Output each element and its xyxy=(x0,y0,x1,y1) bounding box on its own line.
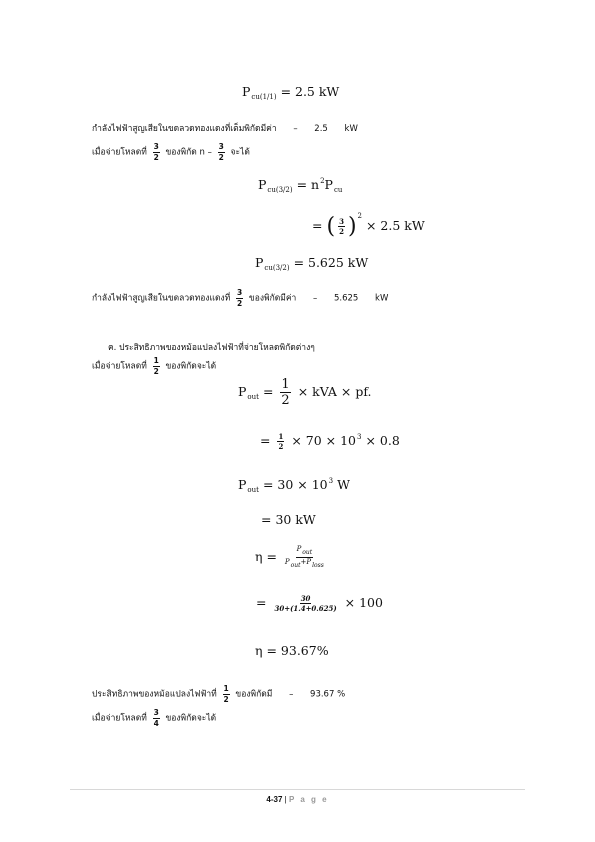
fraction: $\frac{1}{2}$ xyxy=(153,356,159,376)
text-line-load-3-4: เมื่อจ่ายโหลดที่ $\frac{3}{4}$ ของพิกัดจะได้ xyxy=(92,708,217,728)
fraction: $\frac{1}{2}$ xyxy=(223,684,229,704)
text-line-loss-3-2: กำลังไฟฟ้าสูญเสียในขดลวดทองแดงที่ $\frac{3}{2}$ ของพิกัดมีค่า – 5.625 kW xyxy=(92,288,389,308)
equation-pcu-n-squared: $P_{cu(3/2)} = n^2P_{cu}$ xyxy=(258,177,343,194)
equation-substitution: = ( $\frac{3}{2}$ )$^2$ × 2.5 kW xyxy=(312,212,425,239)
text-line-load-3-2 xyxy=(92,143,250,161)
eq-subscript: cu(1/1) xyxy=(251,93,277,101)
thai-text: จะได้ xyxy=(230,147,250,158)
thai-text: ของพิกัด xyxy=(165,147,197,158)
footer-divider xyxy=(70,789,525,790)
unit: kW xyxy=(344,124,358,134)
eq-symbol: P xyxy=(242,84,251,99)
fraction: $\frac{1}{2}$ xyxy=(278,432,284,451)
fraction: $\frac{3}{2}$ xyxy=(218,142,224,162)
thai-text: กำลังไฟฟ้าสูญเสียในขดลวดทองแดงที่เต็มพิกัดมีค่า xyxy=(92,124,277,134)
text-line-load-1-2: เมื่อจ่ายโหลดที่ $\frac{1}{2}$ ของพิกัดจะได้ xyxy=(92,356,217,376)
equation-pout-value: $P_{out} = 30 \times 10^3$ W xyxy=(238,477,350,494)
fraction: $\frac{30}{30+(1.4+0.625)}$ xyxy=(274,594,337,613)
equation-efficiency-substitution: = $\frac{30}{30+(1.4+0.625)}$ × 100 xyxy=(256,594,383,613)
page-footer xyxy=(0,795,595,804)
text-line-efficiency-1-2: ประสิทธิภาพของหม้อแปลงไฟฟ้าที่ $\frac{1}{2}$ ของพิกัดมี – 93.67 % xyxy=(92,684,346,704)
value: 2.5 xyxy=(314,124,328,134)
equation-pcu-result: $P_{cu(3/2)} = 5.625$ kW xyxy=(255,255,369,272)
equation-efficiency-formula: η = $\frac{\text{Pout}}{\text{Pout+Ploss}}$ xyxy=(255,545,324,569)
fraction: $\frac{1}{2}$ xyxy=(281,377,290,408)
text-line-loss-full xyxy=(92,121,358,135)
n-label: n – xyxy=(199,147,212,158)
page-label: P a g e xyxy=(288,795,329,804)
equation-efficiency-result: η = 93.67% xyxy=(255,643,329,658)
thai-text: เมื่อจ่ายโหลดที่ xyxy=(92,147,147,158)
fraction: $\frac{3}{2}$ xyxy=(153,142,159,162)
footer-separator: | xyxy=(284,795,287,804)
dash: – xyxy=(293,124,298,134)
section-heading-efficiency: ค. ประสิทธิภาพของหม้อแปลงไฟฟ้าที่จ่ายโหลดพิกัดต่างๆ xyxy=(108,343,315,353)
equation-pout-kw: = 30 kW xyxy=(261,512,316,527)
equation-pout-substitution: = $\frac{1}{2}$ × $70 \times 10^3 \times 0.8$ xyxy=(260,432,400,451)
page-number: 4-37 xyxy=(266,795,283,804)
eq-rhs: = 2.5 kW xyxy=(280,84,340,99)
fraction: $\frac{3}{2}$ xyxy=(339,217,344,236)
fraction: $\frac{\text{Pout}}{\text{Pout+Ploss}}$ xyxy=(284,545,324,569)
equation-pcu-full-load xyxy=(242,84,339,101)
equation-pout-formula: $P_{out}$ = $\frac{1}{2}$ × kVA × pf. xyxy=(238,377,372,408)
fraction: $\frac{3}{2}$ xyxy=(236,288,243,308)
fraction: $\frac{3}{4}$ xyxy=(153,708,159,728)
